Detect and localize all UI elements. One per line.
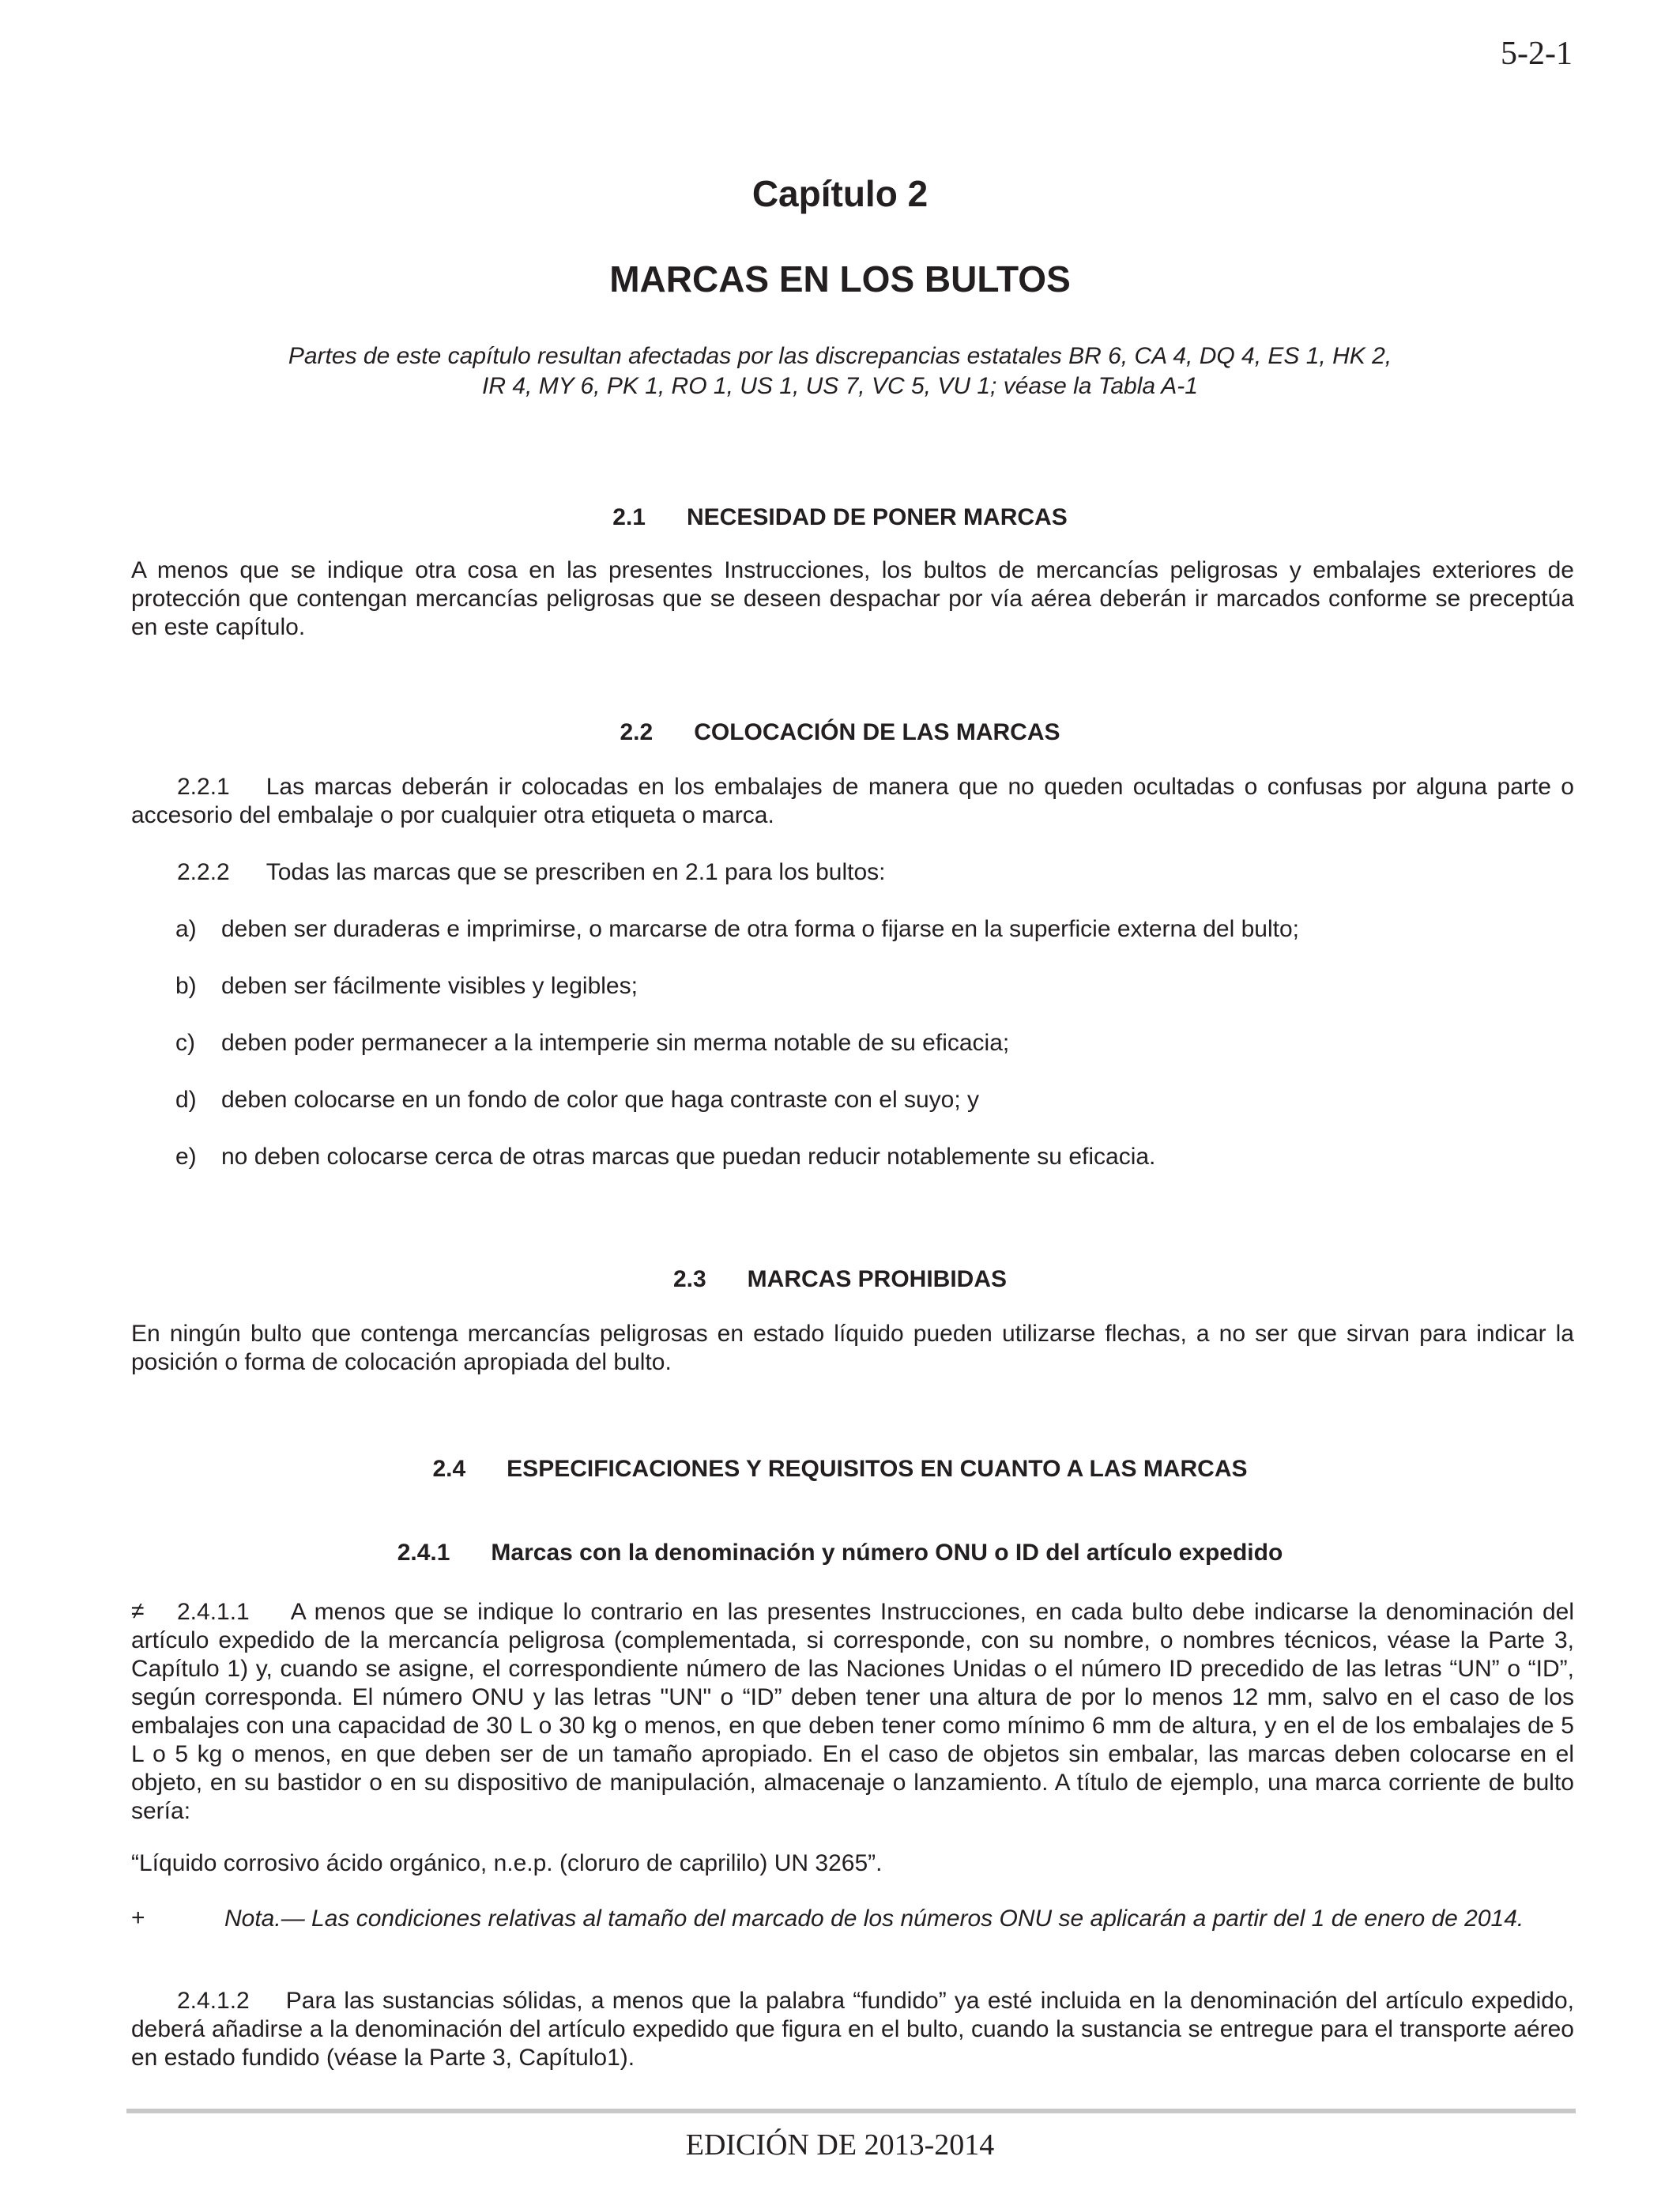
list-item-text: deben poder permanecer a la intemperie sin merma notable de su eficacia;: [221, 1030, 1010, 1056]
example-marking: “Líquido corrosivo ácido orgánico, n.e.p. (cloruro de caprililo) UN 3265”.: [131, 1850, 883, 1876]
discrepancies-line-1: Partes de este capítulo resultan afectadas por las discrepancias estatales BR 6, CA 4, DQ 4, ES 1, HK 2,: [288, 343, 1392, 369]
list-item-label: e): [175, 1144, 197, 1170]
new-text-marker: +: [131, 1905, 145, 1931]
section-2-2-heading: [0, 719, 1680, 746]
list-item: [175, 972, 638, 1001]
section-number: 2.1: [612, 504, 646, 530]
paragraph-2-4-1-1: [131, 1598, 1574, 1826]
section-title: NECESIDAD DE PONER MARCAS: [687, 504, 1068, 530]
note-text: Nota.— Las condiciones relativas al tamaño del marcado de los números ONU se aplicarán a partir del 1 de enero de 2014.: [224, 1906, 1524, 1932]
section-title: ESPECIFICACIONES Y REQUISITOS EN CUANTO A LAS MARCAS: [507, 1456, 1248, 1482]
discrepancies-line-2: IR 4, MY 6, PK 1, RO 1, US 1, US 7, VC 5, VU 1; véase la Tabla A-1: [482, 373, 1198, 399]
page-number: 5-2-1: [1501, 36, 1573, 72]
paragraph-number: 2.2.2: [177, 859, 230, 885]
list-item: [175, 915, 1299, 944]
discrepancies-note: [0, 341, 1680, 401]
chapter-label: Capítulo 2: [751, 173, 929, 214]
list-item: [175, 1143, 1155, 1171]
paragraph-number: 2.4.1.2: [177, 1988, 250, 2014]
footer-rule: [126, 2109, 1576, 2113]
section-2-3-heading: [0, 1266, 1680, 1293]
section-2-3-text: En ningún bulto que contenga mercancías peligrosas en estado líquido pueden utilizarse flechas, a no ser que sirvan para indicar la posición o forma de colocación apropiada del bulto.: [131, 1321, 1574, 1375]
list-item: [175, 1086, 979, 1114]
list-item-label: b): [175, 973, 197, 999]
section-number: 2.3: [672, 1266, 706, 1292]
list-item-label: d): [175, 1087, 197, 1113]
list-item: [175, 1029, 1009, 1057]
revision-marker: ≠: [131, 1598, 145, 1624]
section-title: COLOCACIÓN DE LAS MARCAS: [694, 719, 1060, 745]
section-title: MARCAS PROHIBIDAS: [747, 1266, 1008, 1292]
paragraph-2-2-1: [131, 773, 1574, 830]
subsection-title: Marcas con la denominación y número ONU o ID del artículo expedido: [491, 1540, 1283, 1566]
list-item-label: c): [175, 1030, 195, 1056]
list-item-text: deben ser fácilmente visibles y legibles;: [221, 973, 638, 999]
paragraph-text: Para las sustancias sólidas, a menos que la palabra “fundido” ya esté incluida en la denominación del artículo expedido, deberá añadirse a la denominación del artículo expedido que figura en el bulto, cuando la sustancia se entregue para el transporte aéreo en estado fundido (véase la Parte 3, Capítulo1).: [131, 1988, 1574, 2071]
section-2-1-heading: [0, 504, 1680, 531]
subsection-2-4-1-heading: [0, 1540, 1680, 1566]
edition-footer: EDICIÓN DE 2013-2014: [685, 2128, 995, 2162]
section-number: 2.4: [432, 1456, 466, 1482]
paragraph-number: 2.4.1.1: [177, 1599, 250, 1625]
chapter-title: MARCAS EN LOS BULTOS: [609, 258, 1071, 300]
paragraph-2-4-1-2: [131, 1987, 1574, 2072]
paragraph-text: Las marcas deberán ir colocadas en los embalajes de manera que no queden ocultadas o confusas por alguna parte o accesorio del embalaje o por cualquier otra etiqueta o marca.: [131, 774, 1574, 828]
section-2-4-heading: [0, 1456, 1680, 1483]
subsection-number: 2.4.1: [397, 1540, 450, 1566]
list-item-text: deben colocarse en un fondo de color que haga contraste con el suyo; y: [221, 1087, 979, 1113]
paragraph-number: 2.2.1: [177, 774, 230, 800]
list-item-label: a): [175, 916, 197, 942]
section-2-1-text: A menos que se indique otra cosa en las presentes Instrucciones, los bultos de mercancías peligrosas y embalajes exteriores de protección que contengan mercancías peligrosas que se deseen despachar por vía aérea deberán ir marcados conforme se preceptúa en este capítulo.: [131, 557, 1574, 640]
paragraph-text: Todas las marcas que se prescriben en 2.1 para los bultos:: [266, 859, 886, 885]
paragraph-text: A menos que se indique lo contrario en las presentes Instrucciones, en cada bulto debe indicarse la denominación del artículo expedido de la mercancía peligrosa (complementada, si corresponde, con su nombre, o nombres técnicos, véase la Parte 3, Capítulo 1) y, cuando se asigne, el correspondiente número de las Naciones Unidas o el número ID precedido de las letras “UN” o “ID”, según corresponda. El número ONU y las letras "UN" o “ID” deben tener una altura de por lo menos 12 mm, salvo en el caso de los embalajes con una capacidad de 30 L o 30 kg o menos, en que deben tener como mínimo 6 mm de altura, y en el de los embalajes de 5 L o 5 kg o menos, en que deben ser de un tamaño apropiado. En el caso de objetos sin embalar, las marcas deben colocarse en el objeto, en su bastidor o en su dispositivo de manipulación, almacenaje o lanzamiento. A título de ejemplo, una marca corriente de bulto sería:: [131, 1599, 1574, 1824]
list-item-text: no deben colocarse cerca de otras marcas que puedan reducir notablemente su eficacia.: [221, 1144, 1156, 1170]
paragraph-2-2-2: [131, 858, 1574, 887]
list-item-text: deben ser duraderas e imprimirse, o marcarse de otra forma o fijarse en la superficie externa del bulto;: [221, 916, 1299, 942]
section-number: 2.2: [620, 719, 654, 745]
